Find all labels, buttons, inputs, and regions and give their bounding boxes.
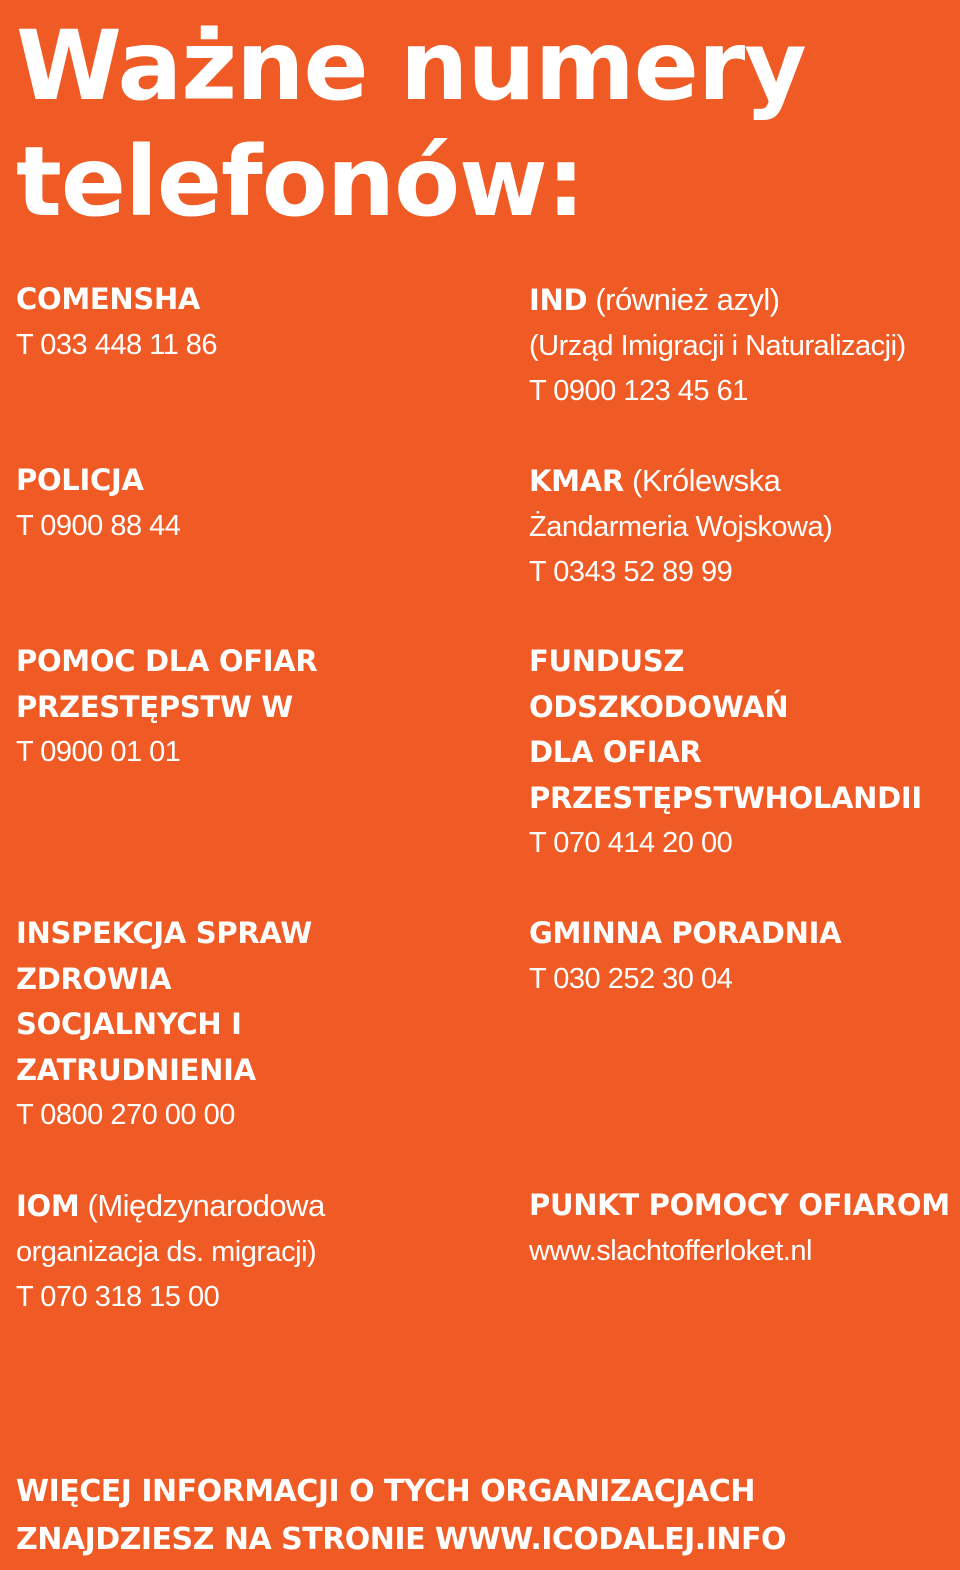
contact-phone: T 0800 270 00 00 [16,1099,235,1131]
contact-name-suffix: (również azyl) [587,282,780,317]
page-title-line-2: telefonów: [16,126,585,238]
contact-phone: T 0900 88 44 [16,509,181,542]
footer-line-1: WIĘCEJ INFORMACJI O TYCH ORGANIZACJACH [16,1474,755,1509]
contact-name-line: FUNDUSZ [529,644,685,678]
footer-line-2: ZNAJDZIESZ NA STRONIE WWW.ICODALEJ.INFO [16,1522,786,1557]
contact-inspekcja [16,911,436,1139]
contact-name: GMINNA PORADNIA [529,916,842,950]
contact-name-line: POMOC DLA OFIAR [16,644,318,678]
page-title-line-1: Ważne numery [16,10,806,122]
contact-iom [16,1183,436,1321]
contact-pomoc-dla-ofiar [16,639,436,776]
contact-name: POLICJA [16,463,144,497]
contact-name: IOM [16,1189,80,1223]
contact-gminna-poradnia [529,911,954,1002]
contact-description: organizacja ds. migracji) [16,1235,317,1268]
contact-punkt-pomocy [529,1183,954,1274]
contact-name-line: ODSZKODOWAŃ [529,689,789,724]
contact-kmar [529,458,954,596]
contact-phone: T 030 252 30 04 [529,962,733,995]
contact-name-line: DLA OFIAR [529,735,702,769]
contact-name: IND [529,283,588,317]
footer-note [16,1468,956,1564]
contact-name-suffix: (Międzynarodowa [79,1188,325,1223]
contact-name-line: ZATRUDNIENIA [16,1052,256,1087]
contact-phone: T 0900 01 01 [16,736,181,768]
contact-name-line: PRZESTĘPSTW W [16,689,293,724]
page-title [16,8,806,240]
contact-name: COMENSHA [16,282,201,316]
contact-comensha [16,277,436,368]
contact-phone: T 033 448 11 86 [16,328,218,361]
contact-name: KMAR [529,464,624,498]
contact-description: Żandarmeria Wojskowa) [529,510,833,543]
contact-name-row [529,277,954,324]
contact-name-line: SOCJALNYCH I [16,1007,242,1041]
contact-phone: T 070 318 15 00 [16,1281,220,1313]
contact-name-suffix: (Królewska [623,463,781,498]
contact-name-row [16,1183,436,1230]
contact-name-row [529,458,954,505]
contact-name-line: PRZESTĘPSTWHOLANDII [529,780,922,815]
contact-name: PUNKT POMOCY OFIAROM [529,1188,950,1222]
contact-name-line: ZDROWIA [16,961,172,996]
contact-ind [529,277,954,415]
contact-phone: T 0343 52 89 99 [529,556,733,588]
contact-phone: T 0900 123 45 61 [529,375,748,407]
contact-phone: T 070 414 20 00 [529,827,733,859]
contact-fundusz [529,639,954,867]
contact-website-link[interactable]: www.slachtofferloket.nl [529,1234,812,1267]
contact-description: (Urząd Imigracji i Naturalizacji) [529,329,906,362]
contact-name-line: INSPEKCJA SPRAW [16,916,312,950]
contact-policja [16,458,436,549]
